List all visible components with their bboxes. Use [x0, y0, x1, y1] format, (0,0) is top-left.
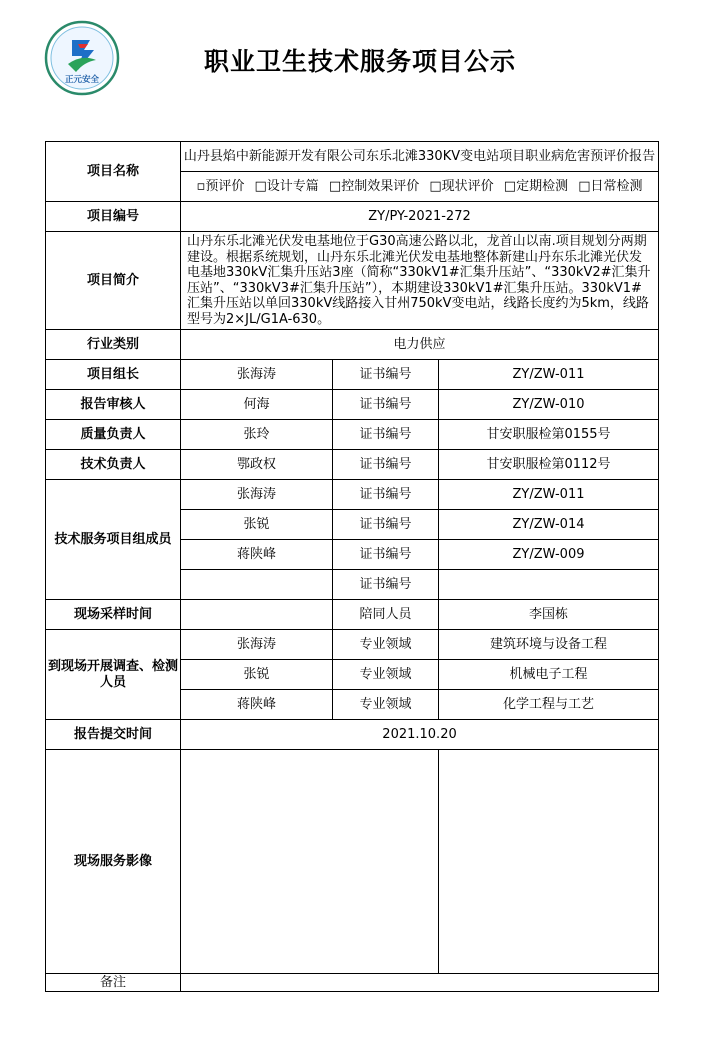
- type-option: □设计专篇: [254, 178, 319, 194]
- project-no-label: 项目编号: [46, 202, 181, 232]
- submit-time-label: 报告提交时间: [46, 720, 181, 750]
- sampling-time-value: [181, 600, 333, 630]
- survey-field: 化学工程与工艺: [439, 690, 659, 720]
- industry-value: 电力供应: [181, 330, 659, 360]
- field-label: 专业领域: [333, 630, 439, 660]
- reviewer-name: 何海: [181, 390, 333, 420]
- project-name-value: 山丹县焰中新能源开发有限公司东乐北滩330KV变电站项目职业病危害预评价报告: [181, 142, 659, 172]
- cert-label: 证书编号: [333, 510, 439, 540]
- leader-label: 项目组长: [46, 360, 181, 390]
- leader-name: 张海涛: [181, 360, 333, 390]
- image-slot-2: [439, 750, 659, 974]
- project-type-options: [181, 172, 659, 202]
- member-cert: ZY/ZW-009: [439, 540, 659, 570]
- type-option: □控制效果评价: [328, 178, 420, 194]
- member-cert: ZY/ZW-014: [439, 510, 659, 540]
- type-option: ▫预评价: [196, 178, 245, 194]
- cert-label: 证书编号: [333, 420, 439, 450]
- leader-cert: ZY/ZW-011: [439, 360, 659, 390]
- survey-name: 张海涛: [181, 630, 333, 660]
- tech-name: 鄂政权: [181, 450, 333, 480]
- member-cert: [439, 570, 659, 600]
- remark-value: [181, 974, 659, 992]
- quality-name: 张玲: [181, 420, 333, 450]
- field-label: 专业领域: [333, 660, 439, 690]
- tech-label: 技术负责人: [46, 450, 181, 480]
- tech-cert: 甘安职服检第0112号: [439, 450, 659, 480]
- type-option: □日常检测: [578, 178, 643, 194]
- cert-label: 证书编号: [333, 390, 439, 420]
- accompany-label: 陪同人员: [333, 600, 439, 630]
- project-form: [45, 141, 659, 992]
- member-name: 张锐: [181, 510, 333, 540]
- project-name-label: 项目名称: [46, 142, 181, 202]
- project-intro-label: 项目简介: [46, 232, 181, 330]
- project-intro-value: 山丹东乐北滩光伏发电基地位于G30高速公路以北，龙首山以南.项目规划分两期建设。根据系统规划，山丹东乐北滩光伏发电基地整体新建山丹东乐北滩光伏发电基地330kV汇集升压站3座（简称“330kV1#汇集升压站”、“330kV2#汇集升压站”、“330kV3#汇集升压站”），本期建设330kV1#汇集升压站。330kV1#汇集升压站以单回330kV线路接入甘州750kV变电站，线路长度约为5km，线路型号为2×JL/G1A-630。: [181, 232, 659, 330]
- remark-label: 备注: [46, 974, 181, 992]
- quality-cert: 甘安职服检第0155号: [439, 420, 659, 450]
- submit-time-value: 2021.10.20: [181, 720, 659, 750]
- accompany-value: 李国栋: [439, 600, 659, 630]
- reviewer-cert: ZY/ZW-010: [439, 390, 659, 420]
- member-name: [181, 570, 333, 600]
- members-label: 技术服务项目组成员: [46, 480, 181, 600]
- sampling-time-label: 现场采样时间: [46, 600, 181, 630]
- project-no-value: ZY/PY-2021-272: [181, 202, 659, 232]
- survey-name: 蒋陕峰: [181, 690, 333, 720]
- survey-label: 到现场开展调查、检测人员: [46, 630, 181, 720]
- type-option: □现状评价: [429, 178, 494, 194]
- quality-label: 质量负责人: [46, 420, 181, 450]
- reviewer-label: 报告审核人: [46, 390, 181, 420]
- cert-label: 证书编号: [333, 450, 439, 480]
- member-cert: ZY/ZW-011: [439, 480, 659, 510]
- page-title: 职业卫生技术服务项目公示: [203, 47, 516, 76]
- image-slot-1: [181, 750, 439, 974]
- logo-text: 正元安全: [64, 75, 100, 85]
- member-name: 张海涛: [181, 480, 333, 510]
- images-label: 现场服务影像: [46, 750, 181, 974]
- cert-label: 证书编号: [333, 480, 439, 510]
- member-name: 蒋陕峰: [181, 540, 333, 570]
- cert-label: 证书编号: [333, 570, 439, 600]
- cert-label: 证书编号: [333, 360, 439, 390]
- survey-name: 张锐: [181, 660, 333, 690]
- industry-label: 行业类别: [46, 330, 181, 360]
- type-option: □定期检测: [503, 178, 569, 194]
- survey-field: 机械电子工程: [439, 660, 659, 690]
- cert-label: 证书编号: [333, 540, 439, 570]
- survey-field: 建筑环境与设备工程: [439, 630, 659, 660]
- field-label: 专业领域: [333, 690, 439, 720]
